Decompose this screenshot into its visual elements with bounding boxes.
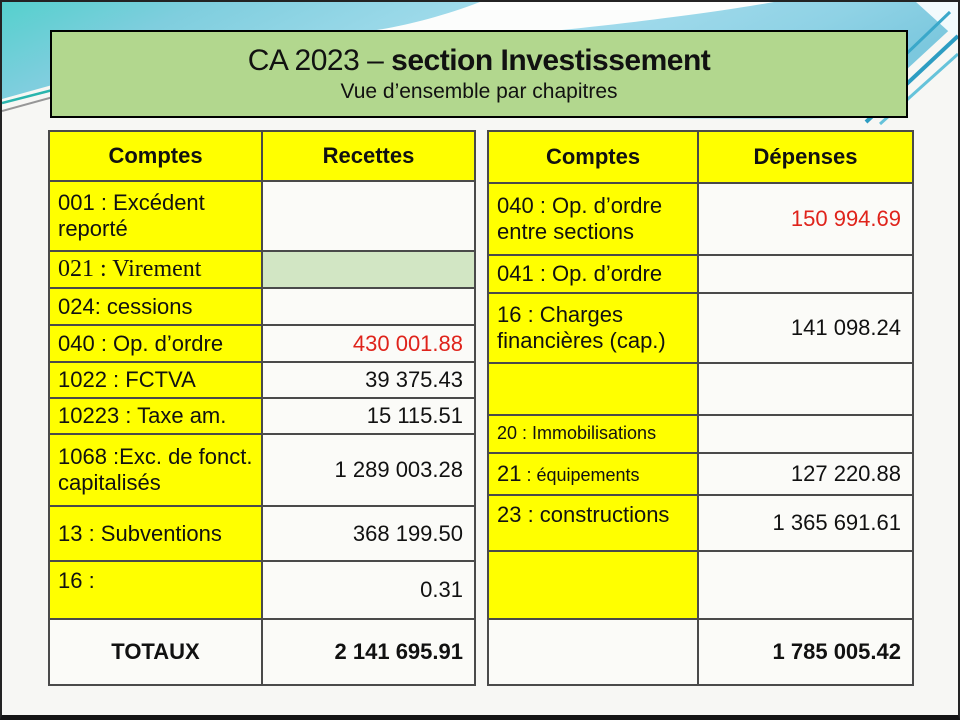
row-value <box>262 181 475 251</box>
row-value: 127 220.88 <box>698 453 913 495</box>
table-row <box>488 453 913 495</box>
comptes-header: Comptes <box>49 131 262 181</box>
table-header-row <box>488 131 913 183</box>
depenses-header: Dépenses <box>698 131 913 183</box>
row-value: 1 289 003.28 <box>262 434 475 506</box>
table-row <box>488 255 913 293</box>
totals-value: 2 141 695.91 <box>262 619 475 685</box>
table-row <box>49 288 475 325</box>
table-row <box>49 251 475 288</box>
row-value: 150 994.69 <box>698 183 913 255</box>
row-value: 39 375.43 <box>262 362 475 398</box>
depenses-table <box>487 130 912 684</box>
totals-value: 1 785 005.42 <box>698 619 913 685</box>
row-value <box>698 415 913 453</box>
table-header-row <box>49 131 475 181</box>
row-label: 021 : Virement <box>49 251 262 288</box>
title-bold-part: section Investissement <box>391 44 711 77</box>
table-row <box>49 181 475 251</box>
table-row <box>49 434 475 506</box>
totals-row <box>488 619 913 685</box>
row-value: 141 098.24 <box>698 293 913 363</box>
title-box <box>50 30 908 118</box>
row-label: 041 : Op. d’ordre <box>488 255 698 293</box>
page-title <box>248 44 711 78</box>
row-label: 024: cessions <box>49 288 262 325</box>
row-label: 20 : Immobilisations <box>488 415 698 453</box>
row-label: 1068 :Exc. de fonct. capitalisés <box>49 434 262 506</box>
totals-label <box>488 619 698 685</box>
recettes-table <box>48 130 474 684</box>
row-label: 001 : Excédent reporté <box>49 181 262 251</box>
row-label: 23 : constructions <box>488 495 698 551</box>
row-value: 1 365 691.61 <box>698 495 913 551</box>
row-value <box>698 551 913 619</box>
row-label <box>488 453 698 495</box>
row-value: 0.31 <box>262 561 475 619</box>
table-row <box>49 506 475 561</box>
row-value <box>262 288 475 325</box>
title-prefix: CA 2023 – <box>247 44 392 77</box>
row-value: 368 199.50 <box>262 506 475 561</box>
table-row <box>49 561 475 619</box>
row-label-number: 21 <box>497 461 522 487</box>
row-value <box>698 363 913 415</box>
row-label <box>488 363 698 415</box>
table-row <box>488 495 913 551</box>
row-label: 16 : Charges financières (cap.) <box>488 293 698 363</box>
table-row <box>49 398 475 434</box>
row-label: 040 : Op. d’ordre <box>49 325 262 362</box>
row-label-rest: : équipements <box>521 465 640 486</box>
totals-label: TOTAUX <box>49 619 262 685</box>
table-row-empty <box>488 363 913 415</box>
table-row <box>488 415 913 453</box>
row-value <box>698 255 913 293</box>
row-label: 16 : <box>49 561 262 619</box>
row-value: 430 001.88 <box>262 325 475 362</box>
row-value: 15 115.51 <box>262 398 475 434</box>
table-row-empty <box>488 551 913 619</box>
table-row <box>488 293 913 363</box>
row-label <box>488 551 698 619</box>
table-row <box>49 362 475 398</box>
row-value <box>262 251 475 288</box>
totals-row <box>49 619 475 685</box>
table-row <box>49 325 475 362</box>
row-label: 10223 : Taxe am. <box>49 398 262 434</box>
row-label: 040 : Op. d’ordre entre sections <box>488 183 698 255</box>
page-subtitle: Vue d’ensemble par chapitres <box>340 80 618 103</box>
comptes-header: Comptes <box>488 131 698 183</box>
row-label: 1022 : FCTVA <box>49 362 262 398</box>
recettes-header: Recettes <box>262 131 475 181</box>
table-row <box>488 183 913 255</box>
row-label: 13 : Subventions <box>49 506 262 561</box>
